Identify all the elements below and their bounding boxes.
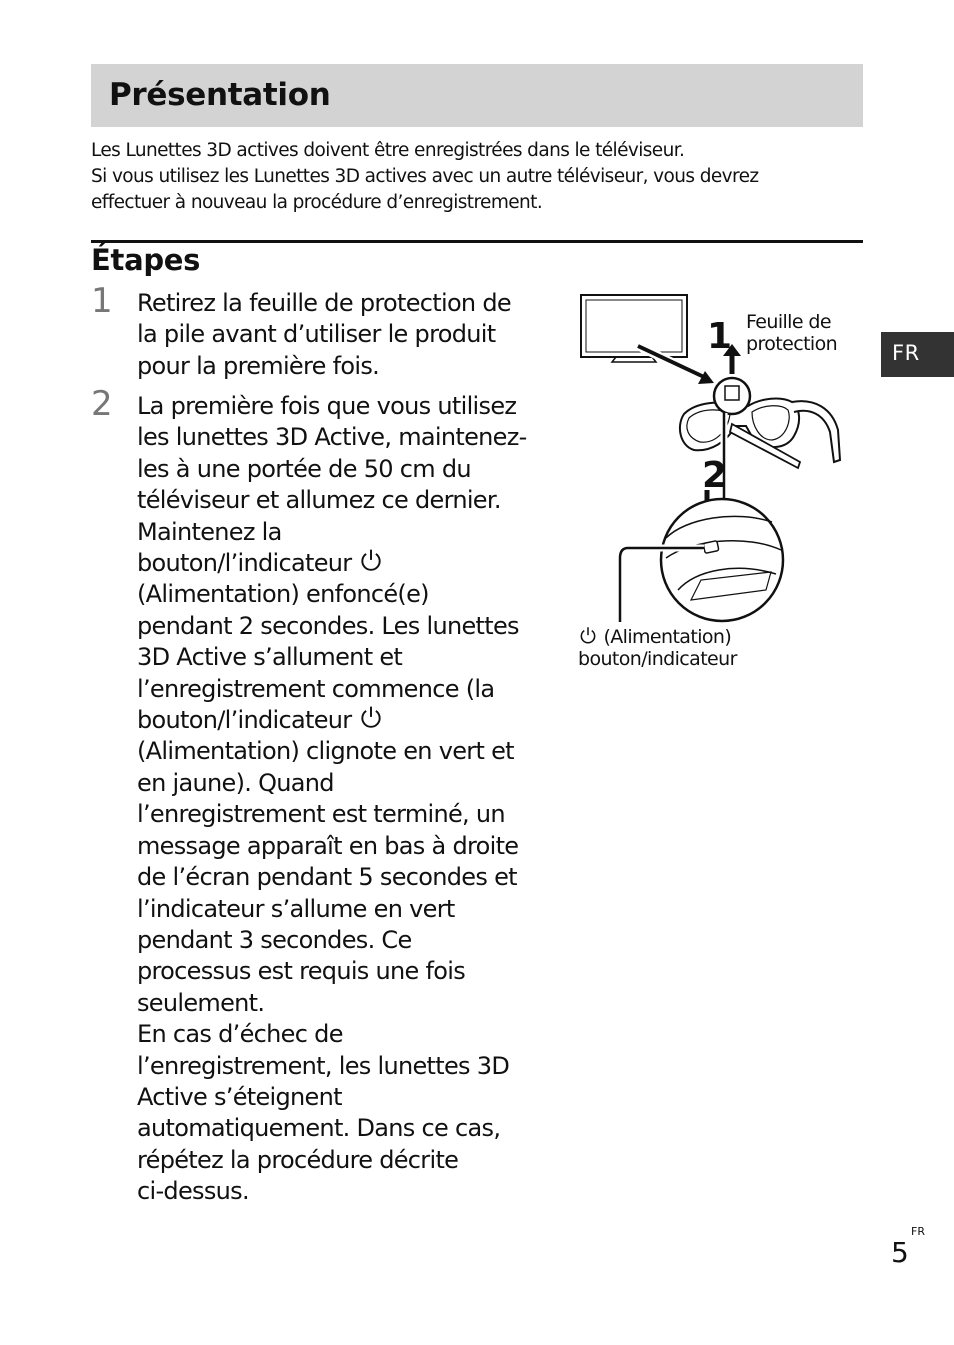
step-line: processus est requis une fois [137, 957, 466, 986]
step-2-text [137, 391, 562, 1208]
page-title: Présentation [109, 77, 331, 113]
power-button-closeup [661, 499, 783, 621]
intro-line: Si vous utilisez les Lunettes 3D actives avec un autre téléviseur, vous devrez [91, 166, 759, 187]
step-line: l’enregistrement est terminé, un [137, 800, 505, 829]
step-line: pendant 3 secondes. Ce [137, 925, 412, 954]
intro-text [91, 138, 851, 216]
step-line: (Alimentation) enfoncé(e) [137, 580, 429, 609]
step-line: automatiquement. Dans ce cas, [137, 1114, 501, 1143]
tv-icon [581, 295, 687, 362]
label-sheet-line: Feuille de [746, 311, 831, 333]
step-line: téléviseur et allumez ce dernier. [137, 486, 501, 515]
step-line: pour la première fois. [137, 351, 380, 380]
step-line: l’enregistrement, les lunettes 3D [137, 1051, 510, 1080]
power-icon [358, 705, 384, 731]
step-line: l’enregistrement commence (la [137, 674, 495, 703]
step-line: les lunettes 3D Active, maintenez- [137, 423, 527, 452]
label-power-line-with-icon [578, 626, 737, 648]
language-tab [881, 332, 954, 377]
step-number: 1 [91, 281, 113, 321]
step-line: Maintenez la [137, 517, 282, 546]
label-power [578, 626, 737, 670]
step-line: ci-dessus. [137, 1177, 249, 1206]
step-line: de l’écran pendant 5 secondes et [137, 863, 517, 892]
step-line-with-icon [137, 548, 562, 579]
step-line: (Alimentation) clignote en vert et [137, 737, 514, 766]
step-line: bouton/l’indicateur [137, 549, 352, 578]
step-2-marker: 2 [702, 455, 728, 496]
step-line: message apparaît en bas à droite [137, 831, 519, 860]
step-line: 3D Active s’allument et [137, 643, 403, 672]
step-line: Retirez la feuille de protection de [137, 289, 511, 317]
label-power-line: (Alimentation) [603, 626, 732, 648]
step-1-marker: 1 [707, 316, 733, 357]
step-line: les à une portée de 50 cm du [137, 454, 471, 483]
step-line: seulement. [137, 988, 265, 1017]
step-line: bouton/l’indicateur [137, 706, 352, 735]
step-line: l’indicateur s’allume en vert [137, 894, 455, 923]
power-icon [578, 626, 598, 646]
intro-line: effectuer à nouveau la procédure d’enregistrement. [91, 192, 543, 213]
step-line: la pile avant d’utiliser le produit [137, 320, 496, 349]
step-line: La première fois que vous utilisez [137, 392, 517, 420]
power-icon [358, 548, 384, 574]
step-number: 2 [91, 384, 113, 424]
label-power-line: bouton/indicateur [578, 648, 737, 670]
language-tab-label: FR [892, 341, 920, 365]
section-divider [91, 240, 863, 243]
intro-line: Les Lunettes 3D actives doivent être enregistrées dans le téléviseur. [91, 140, 685, 161]
steps-title: Étapes [91, 243, 201, 277]
title-bar [91, 64, 863, 127]
label-sheet-line: protection [746, 333, 838, 355]
step-line-with-icon [137, 705, 562, 736]
step-line: répétez la procédure décrite [137, 1145, 459, 1174]
label-sheet [746, 311, 837, 355]
step-line: Active s’éteignent [137, 1082, 342, 1111]
footer-language: FR [911, 1225, 925, 1238]
step-line: pendant 2 secondes. Les lunettes [137, 611, 519, 640]
step-1-text [137, 288, 562, 382]
page-number: 5 [891, 1236, 909, 1269]
step-line: en jaune). Quand [137, 768, 334, 797]
step-line: En cas d’échec de [137, 1020, 343, 1049]
